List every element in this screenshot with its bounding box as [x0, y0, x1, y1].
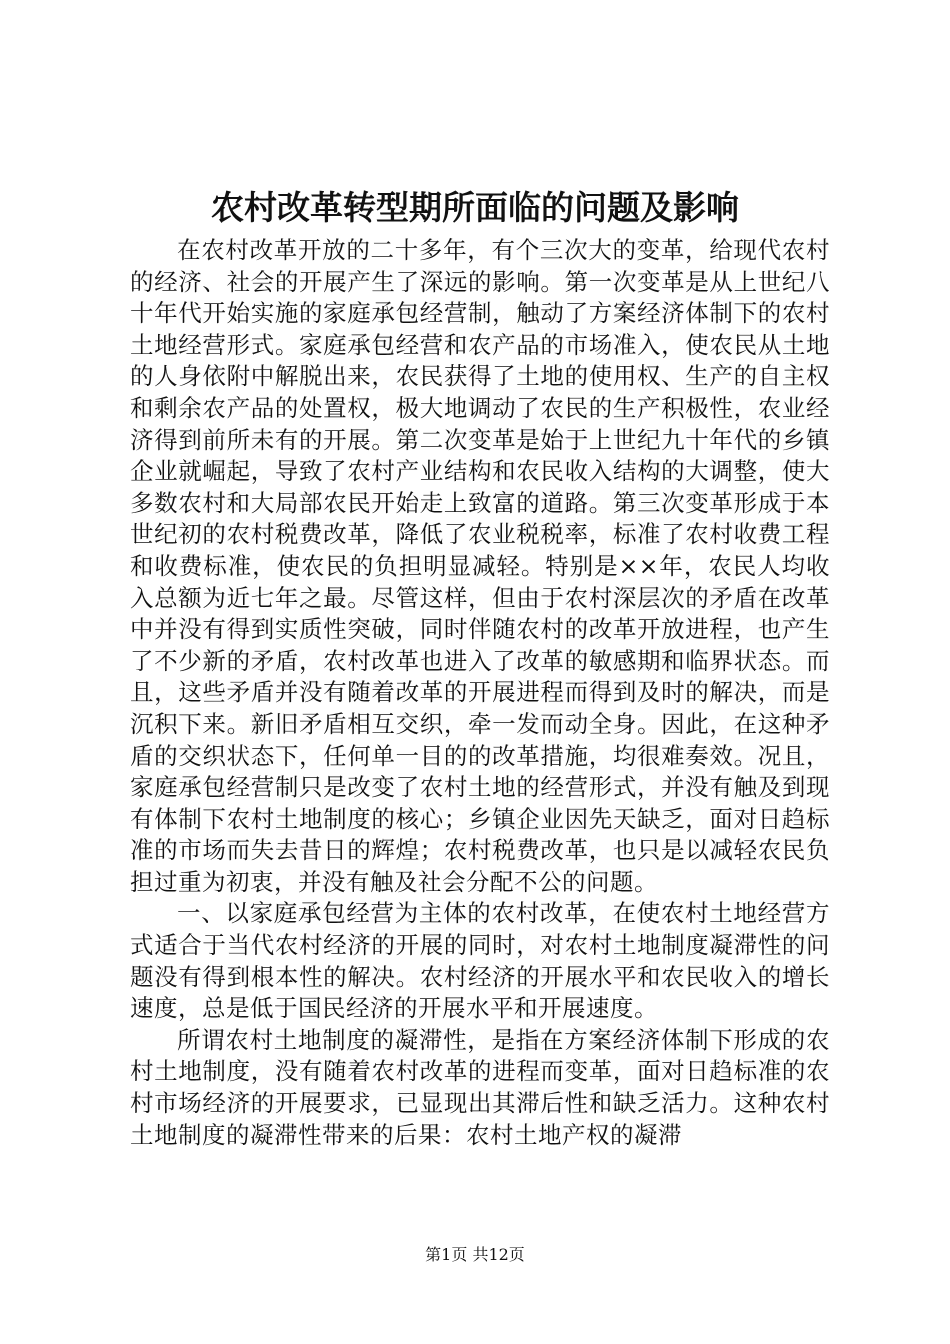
paragraph-1: 在农村改革开放的二十多年，有个三次大的变革，给现代农村的经济、社会的开展产生了深远的影响。第一次变革是从上世纪八十年代开始实施的家庭承包经营制，触动了方案经济体制下的农村土地经营形式。家庭承包经营和农产品的市场准入，使农民从土地的人身依附中解脱出来，农民获得了土地的使用权、生产的自主权和剩余农产品的处置权，极大地调动了农民的生产积极性，农业经济得到前所未有的开展。第二次变革是始于上世纪九十年代的乡镇企业就崛起，导致了农村产业结构和农民收入结构的大调整，使大多数农村和大局部农民开始走上致富的道路。第三次变革形成于本世纪初的农村税费改革，降低了农业税税率，标准了农村收费工程和收费标准，使农民的负担明显减轻。特别是××年，农民人均收入总额为近七年之最。尽管这样，但由于农村深层次的矛盾在改革中并没有得到实质性突破，同时伴随农村的改革开放进程，也产生了不少新的矛盾，农村改革也进入了改革的敏感期和临界状态。而且，这些矛盾并没有随着改革的开展进程而得到及时的解决，而是沉积下来。新旧矛盾相互交织，牵一发而动全身。因此，在这种矛盾的交织状态下，任何单一目的的改革措施，均很难奏效。况且，家庭承包经营制只是改变了农村土地的经营形式，并没有触及到现有体制下农村土地制度的核心；乡镇企业因先天缺乏，面对日趋标准的市场而失去昔日的辉煌；农村税费改革，也只是以减轻农民负担过重为初衷，并没有触及社会分配不公的问题。 [130, 236, 830, 896]
document-title: 农村改革转型期所面临的问题及影响 [211, 188, 739, 227]
page-number: 第1页 共12页 [425, 1245, 525, 1264]
document-body [130, 235, 830, 1151]
paragraph-2: 一、以家庭承包经营为主体的农村改革，在使农村土地经营方式适合于当代农村经济的开展的同时，对农村土地制度凝滞性的问题没有得到根本性的解决。农村经济的开展水平和农民收入的增长速度，总是低于国民经济的开展水平和开展速度。 [130, 899, 830, 1023]
paragraph-3: 所谓农村土地制度的凝滞性，是指在方案经济体制下形成的农村土地制度，没有随着农村改革的进程而变革，面对日趋标准的农村市场经济的开展要求，已显现出其滞后性和缺乏活力。这种农村土地制度的凝滞性带来的后果：农村土地产权的凝滞 [130, 1025, 830, 1149]
